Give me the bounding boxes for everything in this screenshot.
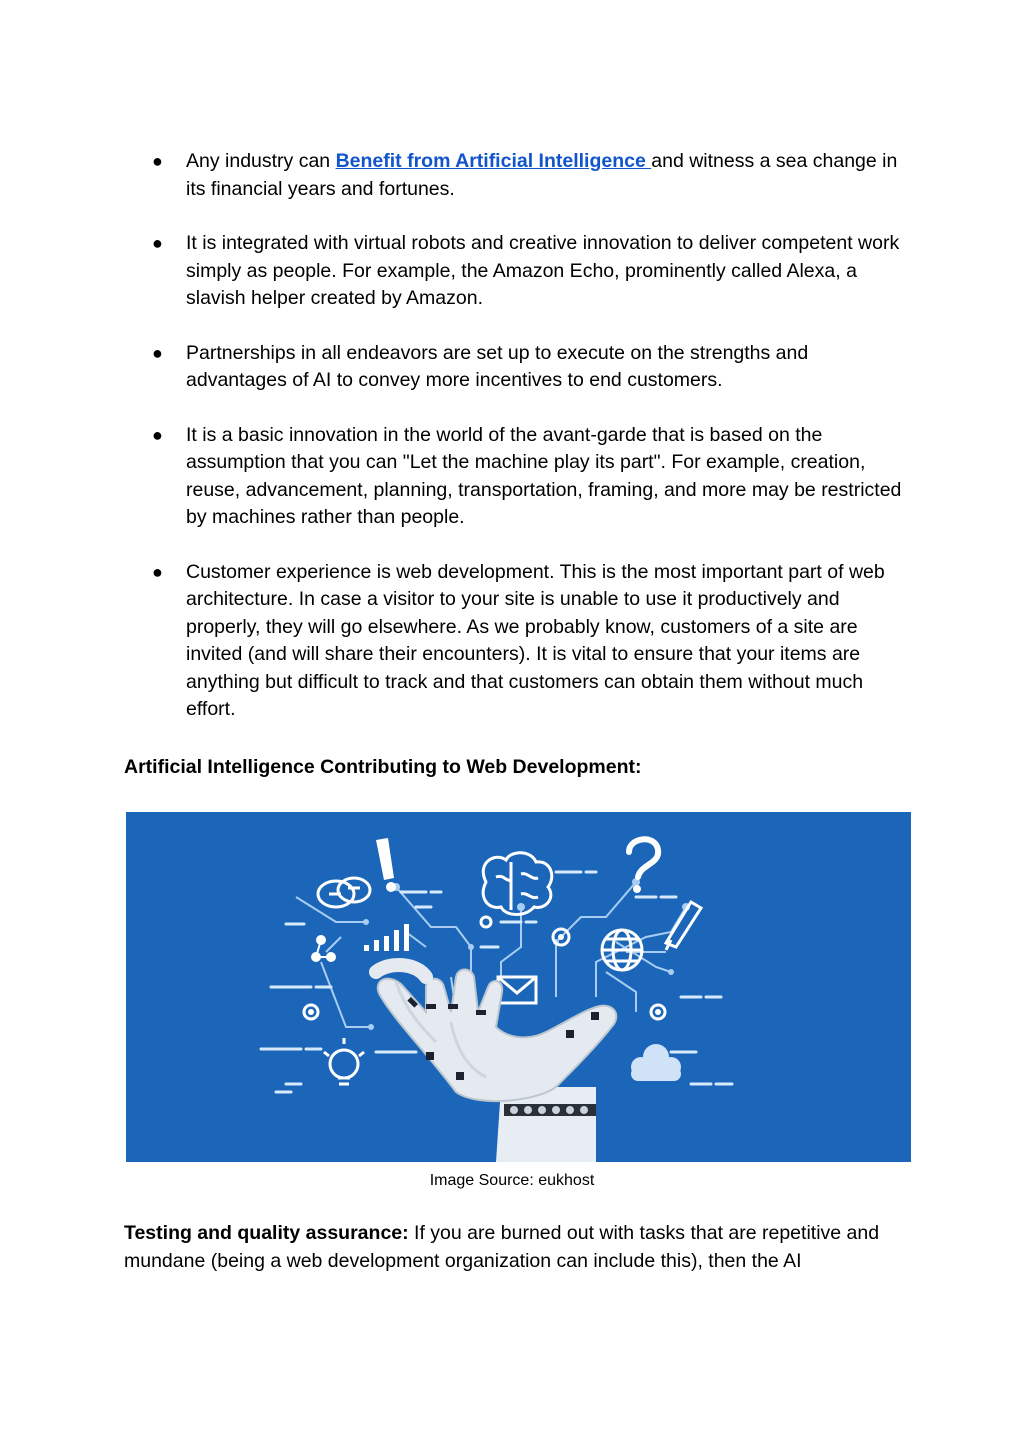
section-heading: Artificial Intelligence Contributing to Web Development: bbox=[124, 756, 642, 778]
bullet-dot: ● bbox=[152, 424, 163, 445]
bullet-text: It is a basic innovation in the world of the avant-garde that is based on the assumption that you can "Let the machine play its part". For example, creation, reuse, advancement, planning, transportation, framing, and more may be restricted by machines rather than people. bbox=[186, 423, 902, 528]
cloud-icon bbox=[631, 1044, 681, 1081]
question-dot bbox=[633, 885, 641, 893]
bullet-dot: ● bbox=[152, 151, 163, 171]
image-caption: Image Source: eukhost bbox=[429, 1172, 595, 1189]
list-item bbox=[124, 340, 914, 395]
paragraph-bold-lead: Testing and quality assurance: bbox=[124, 1222, 409, 1244]
paragraph-text: If you are burned out with tasks that are repetitive and mundane (being a web development organization can include this), then the AI bbox=[124, 1222, 880, 1272]
benefit-ai-link[interactable]: Benefit from Artificial Intelligence bbox=[335, 150, 652, 172]
bullet-dot: ● bbox=[152, 561, 163, 582]
envelope-icon bbox=[498, 977, 536, 1003]
ai-illustration bbox=[126, 812, 911, 1162]
bullet-text: and witness a sea change in its financial years and fortunes. bbox=[186, 150, 898, 200]
list-item bbox=[124, 559, 914, 724]
bullet-text: Customer experience is web development. This is the most important part of web architecture. In case a visitor to your site is unable to use it productively and properly, they will go elsewhere. As we probably know, customers of a site are invited (and will share their encounters). It is vital to ensure that your items are anything but difficult to track and that customers can obtain them without much effort. bbox=[186, 560, 885, 720]
bar-chart-icon bbox=[364, 924, 409, 951]
bullet-text: Any industry can bbox=[186, 150, 336, 172]
bullet-dot: ● bbox=[152, 233, 163, 253]
list-item bbox=[124, 148, 914, 203]
bullet-dot: ● bbox=[152, 342, 163, 363]
chat-icon bbox=[318, 878, 370, 907]
exclamation-icon bbox=[376, 838, 396, 892]
paragraph-testing bbox=[124, 1220, 894, 1275]
list-item bbox=[124, 230, 914, 313]
lightbulb-icon bbox=[324, 1038, 364, 1084]
bullet-list bbox=[124, 148, 914, 751]
question-icon bbox=[629, 839, 658, 877]
bullet-text: Partnerships in all endeavors are set up to execute on the strengths and advantages of AI to convey more incentives to end customers. bbox=[186, 341, 809, 391]
globe-icon bbox=[602, 930, 642, 970]
list-item bbox=[124, 422, 914, 532]
robot-hand bbox=[376, 965, 616, 1162]
network-icon bbox=[312, 936, 335, 961]
bullet-text: It is integrated with virtual robots and creative innovation to deliver competent work simply as people. For example, the Amazon Echo, prominently called Alexa, a slavish helper created by Amazon. bbox=[186, 232, 900, 309]
ai-illustration-svg bbox=[126, 812, 911, 1162]
